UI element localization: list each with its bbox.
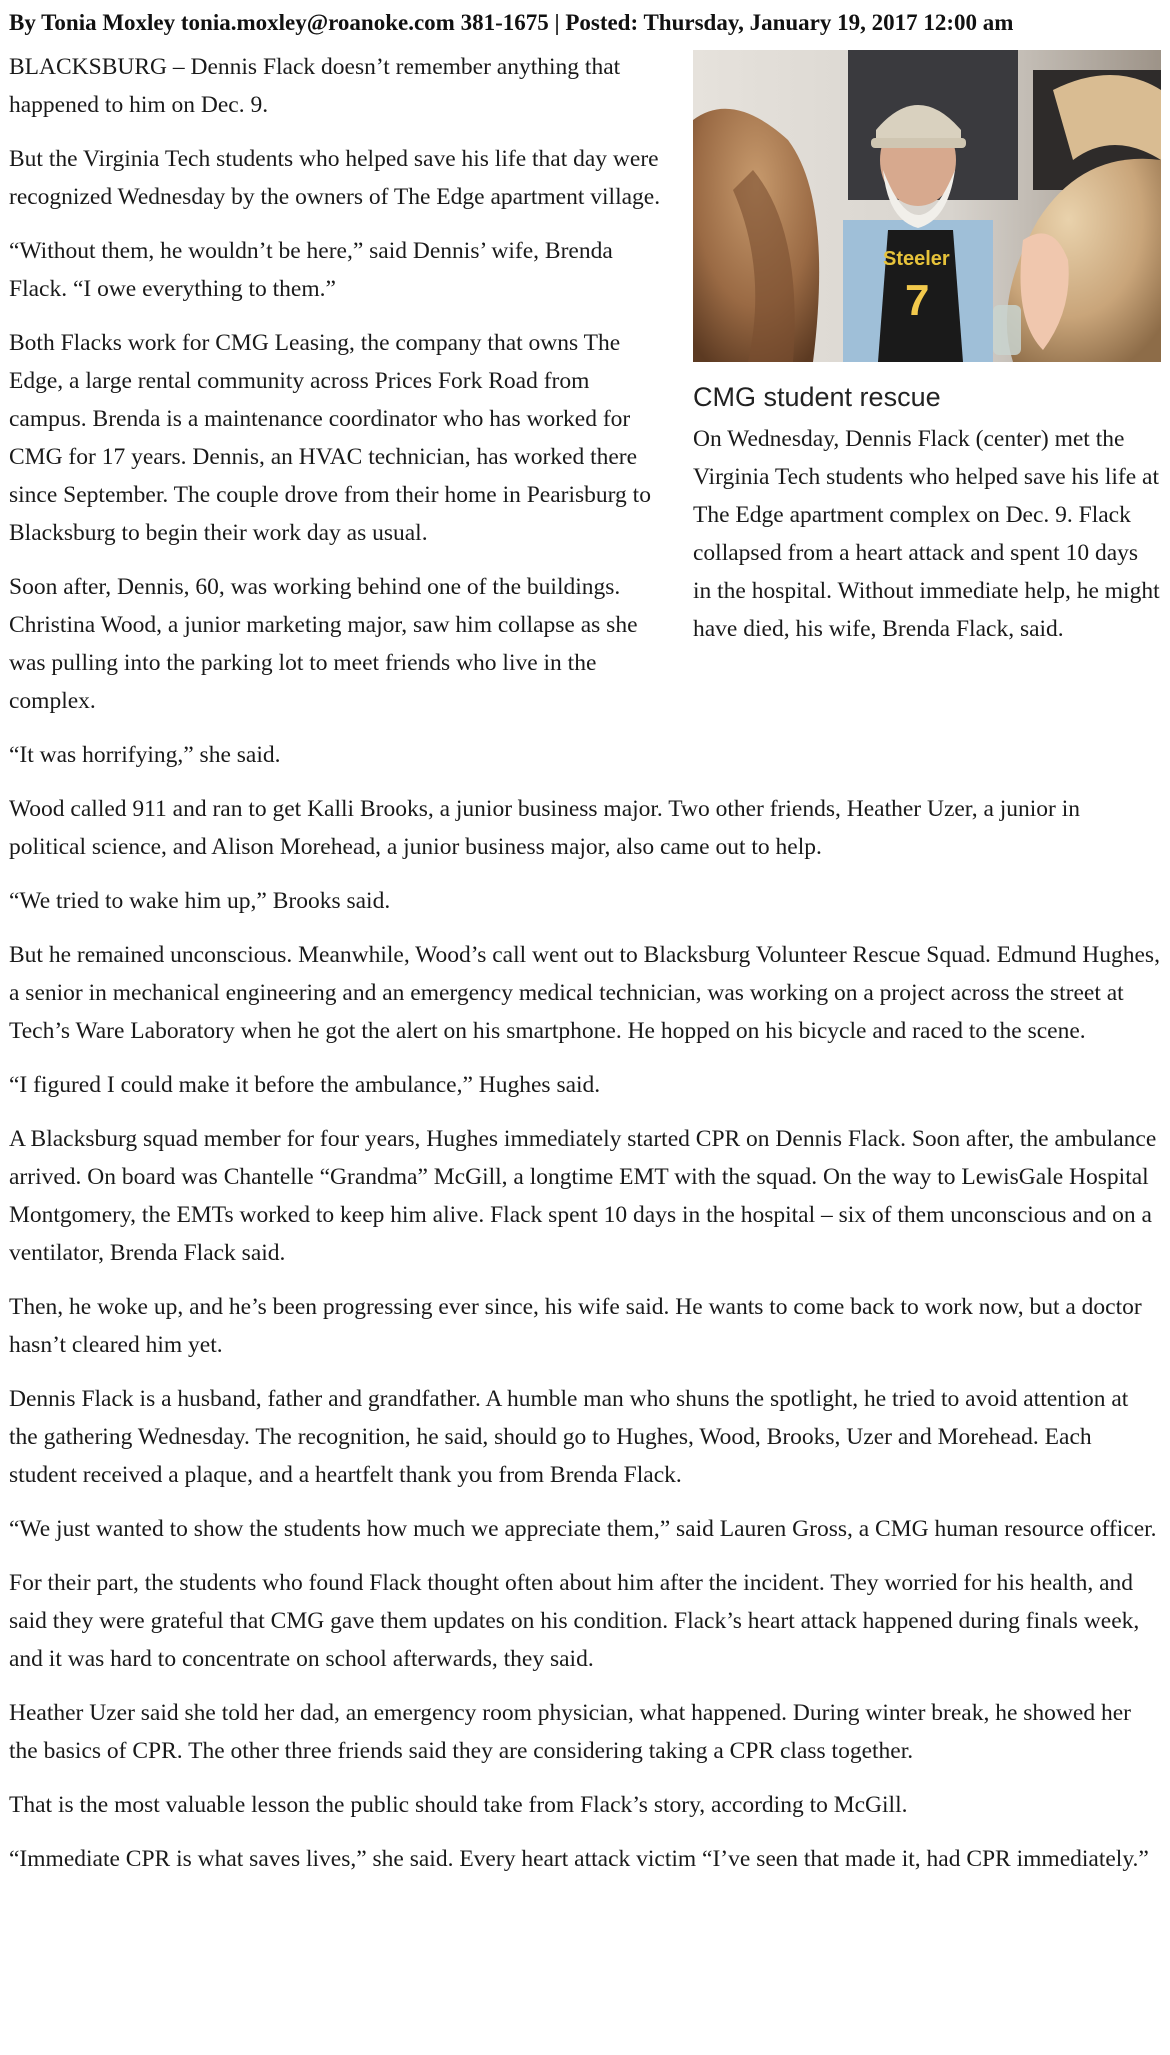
paragraph: “Without them, he wouldn’t be here,” said Dennis’ wife, Brenda Flack. “I owe everything to them.” [9, 238, 613, 302]
paragraph: But he remained unconscious. Meanwhile, Wood’s call went out to Blacksburg Volunteer Rescue Squad. Edmund Hughes, a senior in mechanical engineering and an emergency medical technician, was working on a project across the street at Tech’s Ware Laboratory when he got the alert on his smartphone. He hopped on his bicycle and raced to the scene. [9, 942, 1160, 1044]
paragraph: That is the most valuable lesson the public should take from Flack’s story, according to McGill. [9, 1792, 908, 1818]
photo-figure [693, 50, 1161, 648]
paragraph: Both Flacks work for CMG Leasing, the company that owns The Edge, a large rental community across Prices Fork Road from campus. Brenda is a maintenance coordinator who has worked for CMG for 17 years. Dennis, an HVAC technician, has worked there since September. The couple drove from their home in Pearisburg to Blacksburg to begin their work day as usual. [9, 330, 651, 546]
paragraph: “I figured I could make it before the ambulance,” Hughes said. [9, 1072, 601, 1098]
paragraph: Heather Uzer said she told her dad, an emergency room physician, what happened. During winter break, he showed her the basics of CPR. The other three friends said they are considering taking a CPR class together. [9, 1700, 1131, 1764]
paragraph: “We just wanted to show the students how much we appreciate them,” said Lauren Gross, a CMG human resource officer. [9, 1516, 1157, 1542]
paragraph: “Immediate CPR is what saves lives,” she said. Every heart attack victim “I’ve seen that made it, had CPR immediately.” [9, 1846, 1149, 1872]
shirt-number-text: 7 [905, 276, 930, 325]
paragraph: A Blacksburg squad member for four years, Hughes immediately started CPR on Dennis Flack. Soon after, the ambulance arrived. On board was Chantelle “Grandma” McGill, a longtime EMT with the squad. On the way to LewisGale Hospital Montgomery, the EMTs worked to keep him alive. Flack spent 10 days in the hospital – six of them unconscious and on a ventilator, Brenda Flack said. [9, 1126, 1157, 1266]
paragraph: Wood called 911 and ran to get Kalli Brooks, a junior business major. Two other friends, Heather Uzer, a junior in political science, and Alison Morehead, a junior business major, also came out to help. [9, 796, 1081, 860]
paragraph: “We tried to wake him up,” Brooks said. [9, 888, 391, 914]
paragraph: But the Virginia Tech students who helped save his life that day were recognized Wednesday by the owners of The Edge apartment village. [9, 146, 661, 210]
paragraph: “It was horrifying,” she said. [9, 742, 281, 768]
shirt-logo-text: Steeler [883, 248, 950, 270]
article-photo[interactable] [693, 50, 1161, 362]
paragraph: For their part, the students who found Flack thought often about him after the incident. They worried for his health, and said they were grateful that CMG gave them updates on his condition. Flack’s heart attack happened during finals week, and it was hard to concentrate on school afterwards, they said. [9, 1570, 1140, 1672]
paragraph: Soon after, Dennis, 60, was working behind one of the buildings. Christina Wood, a junior marketing major, saw him collapse as she was pulling into the parking lot to meet friends who live in the complex. [9, 574, 638, 714]
caption-text: On Wednesday, Dennis Flack (center) met the Virginia Tech students who helped save his life at The Edge apartment complex on Dec. 9. Flack collapsed from a heart attack and spent 10 days in the hospital. Without immediate help, he might have died, his wife, Brenda Flack, said. [693, 426, 1160, 642]
caption-title: CMG student rescue [693, 382, 941, 412]
paragraph: Dennis Flack is a husband, father and grandfather. A humble man who shuns the spotlight, he tried to avoid attention at the gathering Wednesday. The recognition, he said, should go to Hughes, Wood, Brooks, Uzer and Morehead. Each student received a plaque, and a heartfelt thank you from Brenda Flack. [9, 1386, 1129, 1488]
paragraph: Then, he woke up, and he’s been progressing ever since, his wife said. He wants to come back to work now, but a doctor hasn’t cleared him yet. [9, 1294, 1142, 1358]
paragraph: BLACKSBURG – Dennis Flack doesn’t remember anything that happened to him on Dec. 9. [9, 54, 621, 118]
article [9, 0, 1161, 1894]
byline: By Tonia Moxley tonia.moxley@roanoke.com 381-1675 | Posted: Thursday, January 19, 2017 12:00 am [9, 10, 1014, 35]
